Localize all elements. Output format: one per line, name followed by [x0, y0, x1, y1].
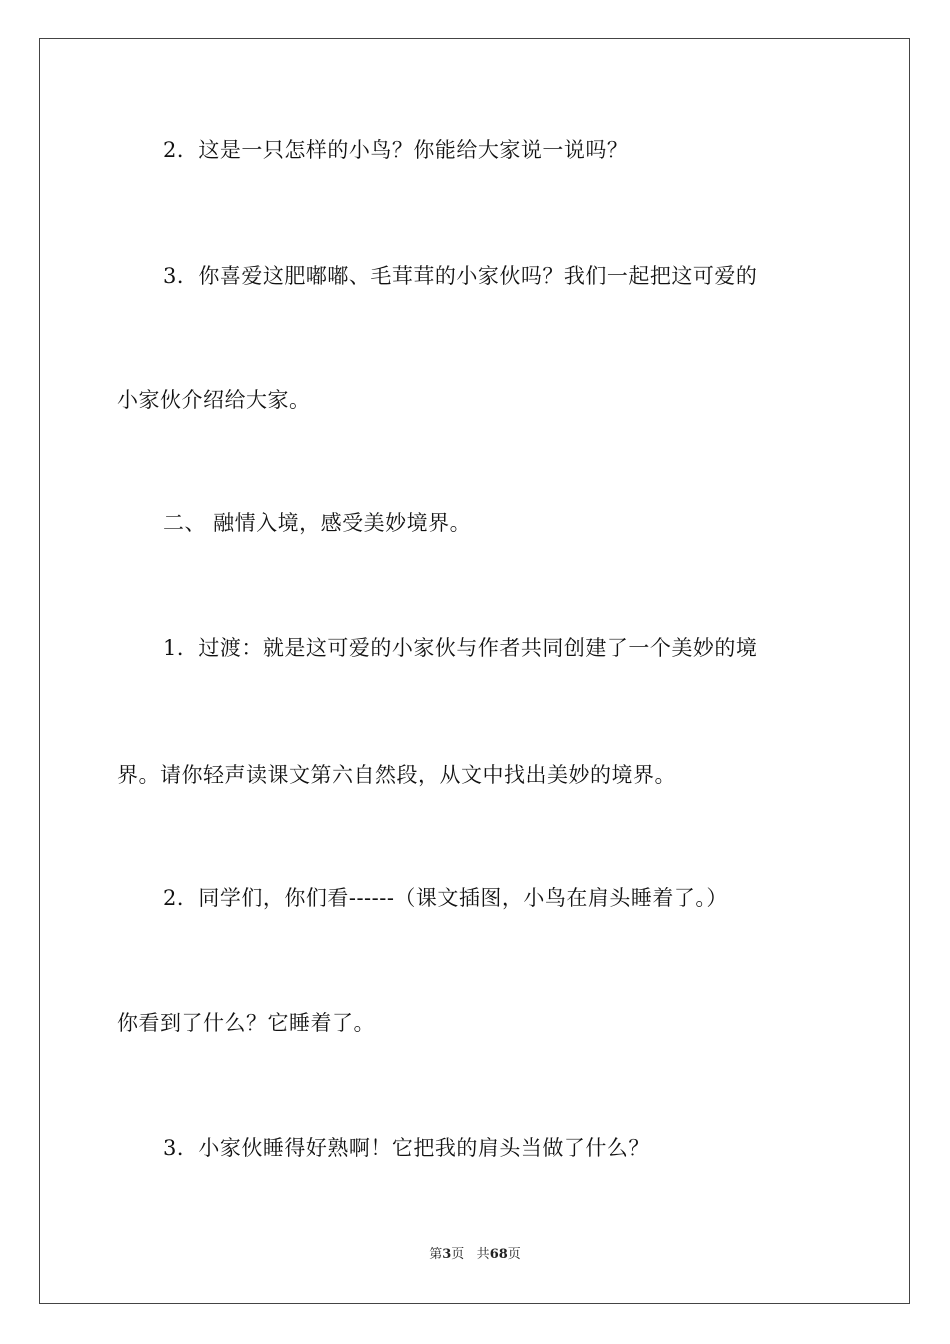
paragraph-line: 你看到了什么？它睡着了。 — [117, 1011, 375, 1035]
total-pages: 68 — [489, 1247, 508, 1262]
total-suffix: 页 — [507, 1247, 521, 1262]
page-number: 3 — [442, 1247, 452, 1262]
total-prefix: 共 — [476, 1247, 490, 1262]
paragraph-line: 小家伙介绍给大家。 — [117, 388, 311, 412]
section-heading: 二、 融情入境，感受美妙境界。 — [163, 511, 472, 535]
page-suffix: 页 — [451, 1247, 465, 1262]
paragraph-line: 2．同学们，你们看------（课文插图，小鸟在肩头睡着了。） — [163, 886, 728, 910]
paragraph-line: 2．这是一只怎样的小鸟？你能给大家说一说吗？ — [163, 138, 629, 162]
page-prefix: 第 — [429, 1247, 443, 1262]
paragraph-line: 界。请你轻声读课文第六自然段，从文中找出美妙的境界。 — [117, 763, 676, 787]
paragraph-line: 3．小家伙睡得好熟啊！它把我的肩头当做了什么？ — [163, 1136, 650, 1160]
paragraph-line: 3．你喜爱这肥嘟嘟、毛茸茸的小家伙吗？我们一起把这可爱的 — [163, 264, 758, 288]
page-footer — [0, 1246, 950, 1264]
page-border — [39, 38, 910, 1304]
paragraph-line: 1．过渡：就是这可爱的小家伙与作者共同创建了一个美妙的境 — [163, 636, 758, 660]
